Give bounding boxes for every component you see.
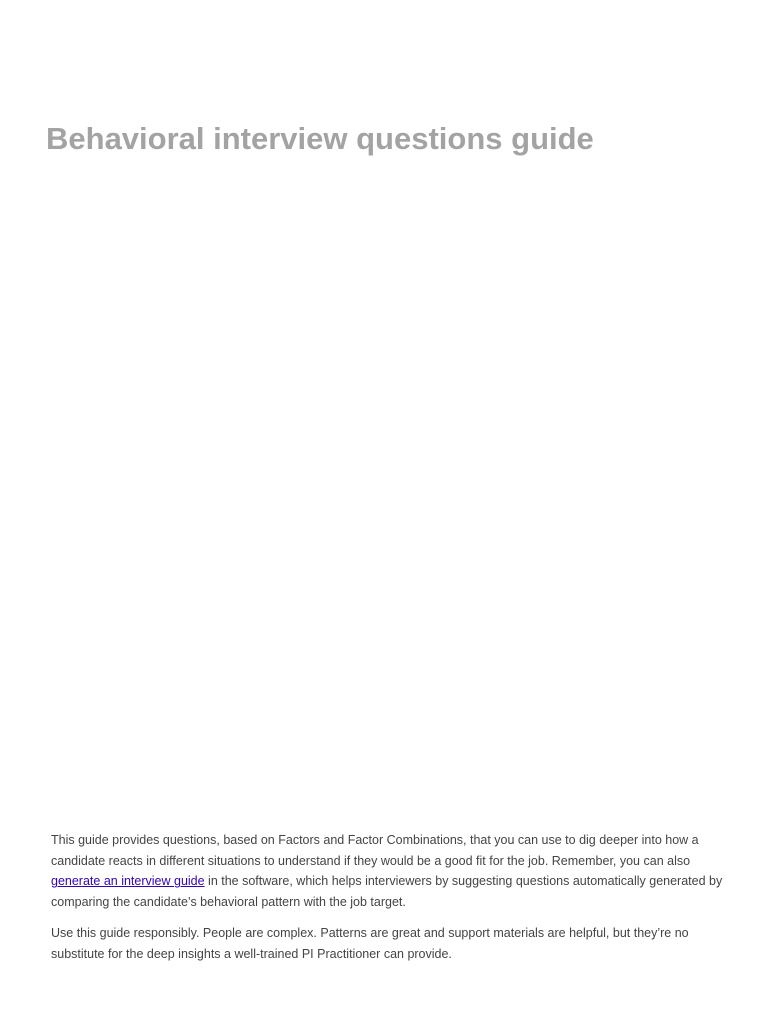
intro-paragraph-1-text-end: in the software, which helps interviewers by suggesting questions automatically generated by comparing the candidate’s behavioral pattern with the job target. bbox=[51, 874, 723, 910]
intro-paragraph-2: Use this guide responsibly. People are complex. Patterns are great and support materials are helpful, but they’re no substitute for the deep insights a well-trained PI Practitioner can provide. bbox=[51, 925, 689, 961]
intro-section bbox=[51, 830, 731, 974]
generate-interview-guide-link[interactable]: generate an interview guide bbox=[51, 874, 205, 889]
intro-paragraph-1-text-start: This guide provides questions, based on Factors and Factor Combinations, that you can use to dig deeper into how a candidate reacts in different situations to understand if they would be a good fit for the job. Remember, you can also bbox=[51, 833, 699, 868]
page-title: Behavioral interview questions guide bbox=[46, 121, 594, 156]
intro-paragraph-1 bbox=[51, 830, 731, 913]
